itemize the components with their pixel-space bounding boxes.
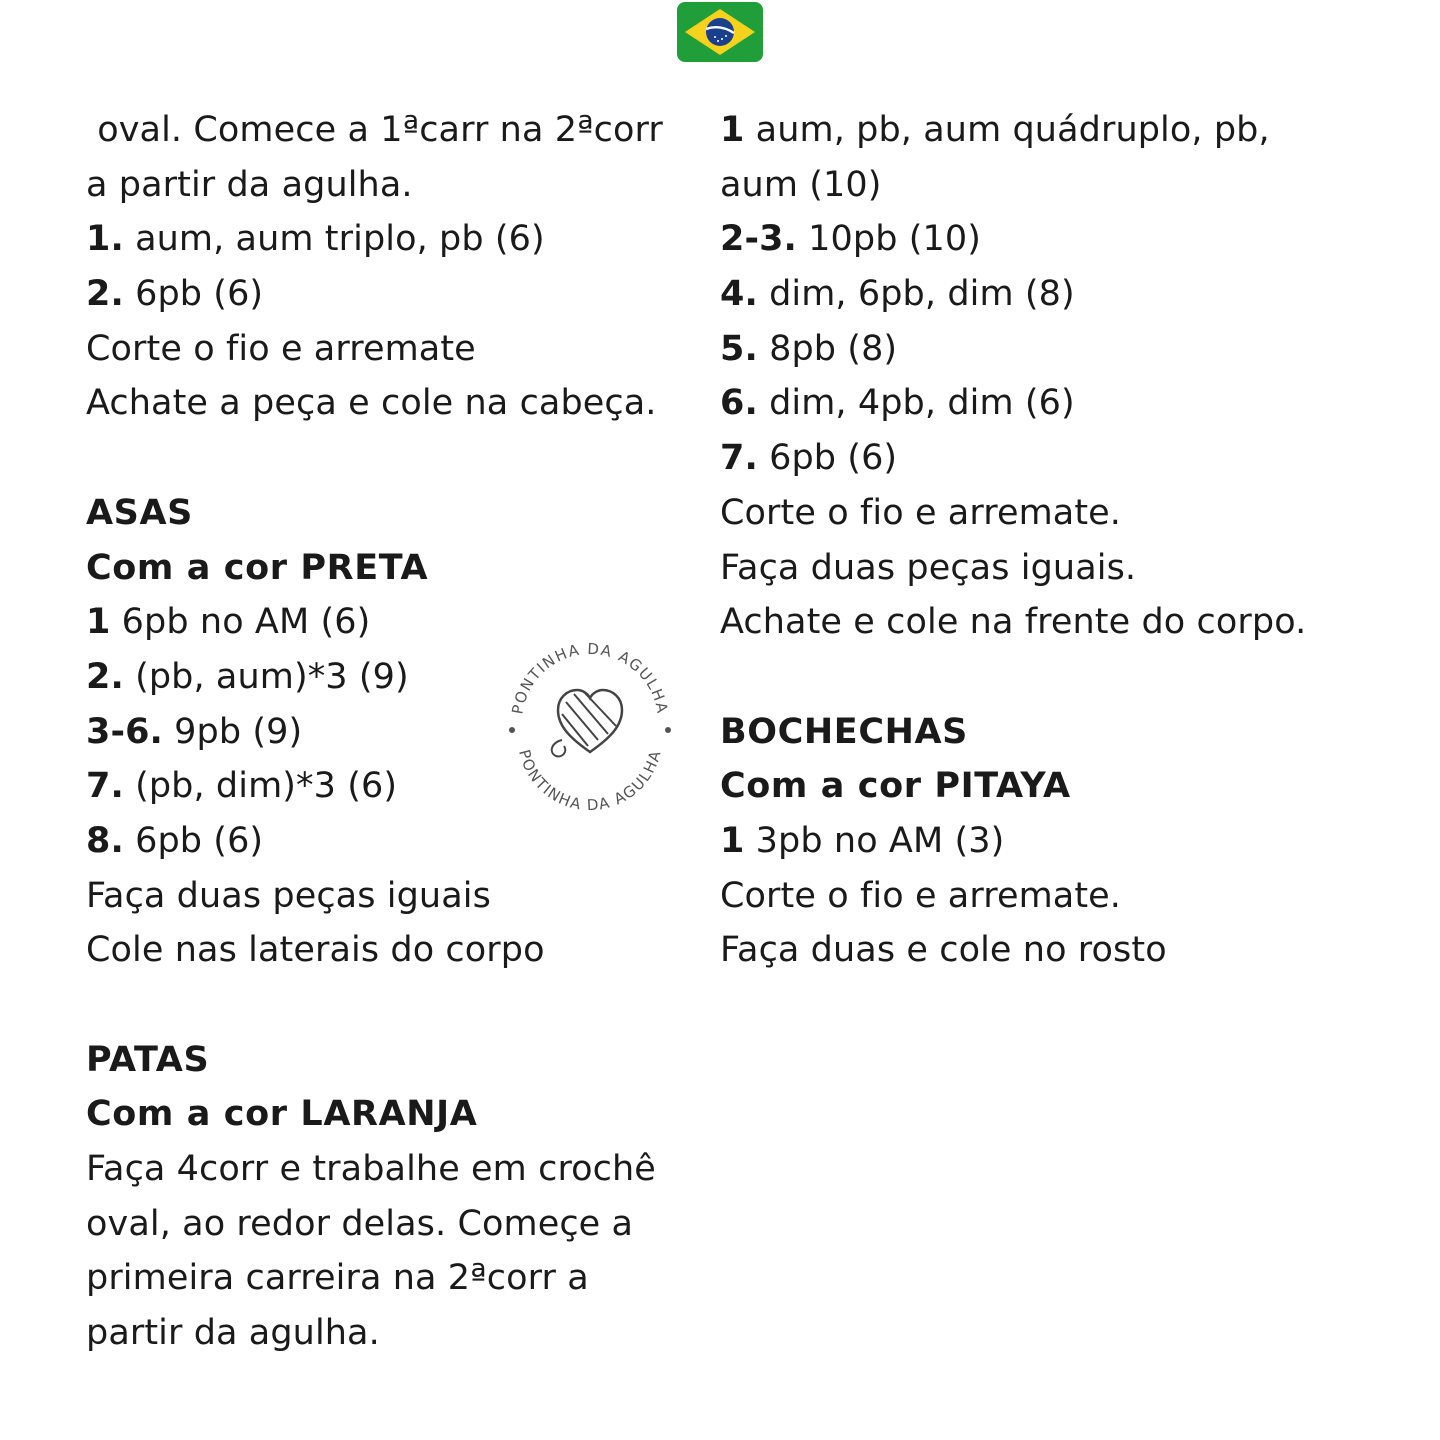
- row-text: aum, aum triplo, pb (6): [123, 219, 545, 260]
- intro-row-2: [86, 267, 686, 322]
- patas-line-2: oval, ao redor delas. Começe a: [86, 1203, 634, 1244]
- row-text: 6pb (6): [123, 820, 264, 861]
- row-number: 2.: [86, 656, 124, 697]
- row-number: 4.: [720, 274, 758, 315]
- right-column: [720, 103, 1420, 978]
- row-number: 7.: [720, 438, 758, 479]
- bochechas-title: BOCHECHAS: [720, 711, 968, 752]
- row-text: 8pb (8): [757, 328, 898, 369]
- asas-note-1: Faça duas peças iguais: [86, 875, 491, 916]
- patas-line-4: partir da agulha.: [86, 1313, 380, 1354]
- row-text: dim, 6pb, dim (8): [757, 274, 1075, 315]
- bochechas-note-2: Faça duas e cole no rosto: [720, 930, 1167, 971]
- row-text: 6pb no AM (6): [110, 602, 371, 643]
- row-number: 3-6.: [86, 711, 163, 752]
- row-number: 1.: [86, 219, 124, 260]
- bochechas-note-1: Corte o fio e arremate.: [720, 875, 1122, 916]
- row-text: 6pb (6): [123, 274, 264, 315]
- patas-note-1: Corte o fio e arremate.: [720, 492, 1122, 533]
- intro-row-1: [86, 212, 686, 267]
- row-number: 5.: [720, 328, 758, 369]
- bochechas-section: [720, 705, 1420, 978]
- row-text: 6pb (6): [757, 438, 898, 479]
- patas-row-3: [720, 267, 1420, 322]
- row-number: 2-3.: [720, 219, 797, 260]
- row-text: 9pb (9): [162, 711, 303, 752]
- intro-line-2: a partir da agulha.: [86, 164, 413, 205]
- patas-line-1: Faça 4corr e trabalhe em crochê: [86, 1149, 656, 1190]
- yarn-heart-icon: [552, 690, 622, 756]
- intro-note-2: Achate a peça e cole na cabeça.: [86, 383, 657, 424]
- patas-note-3: Achate e cole na frente do corpo.: [720, 602, 1307, 643]
- asas-row-5: [86, 814, 686, 869]
- row-text: aum, pb, aum quádruplo, pb,: [744, 110, 1270, 150]
- intro-note-1: Corte o fio e arremate: [86, 328, 476, 369]
- patas-section: [86, 1033, 686, 1361]
- row-text: 10pb (10): [796, 219, 982, 260]
- row-text: (pb, aum)*3 (9): [123, 656, 409, 697]
- bochechas-color: Com a cor PITAYA: [720, 766, 1071, 807]
- asas-title: ASAS: [86, 492, 193, 533]
- row-number: 6.: [720, 383, 758, 424]
- patas-note-2: Faça duas peças iguais.: [720, 547, 1137, 588]
- patas-title: PATAS: [86, 1039, 210, 1080]
- row-number: 1: [720, 820, 745, 861]
- brazil-flag-icon: [677, 2, 763, 62]
- patas-row-2: [720, 212, 1420, 267]
- row-text: (pb, dim)*3 (6): [123, 766, 398, 807]
- patas-color: Com a cor LARANJA: [86, 1094, 478, 1135]
- patas-row-4: [720, 322, 1420, 377]
- patas-row-6: [720, 431, 1420, 486]
- patas-continued-section: [720, 103, 1420, 650]
- watermark-top-text: PONTINHA DA AGULHA: [508, 639, 672, 716]
- asas-note-2: Cole nas laterais do corpo: [86, 930, 545, 971]
- row-number: 8.: [86, 820, 124, 861]
- intro-line-1: oval. Comece a 1ªcarr na 2ªcorr: [86, 110, 663, 150]
- patas-row-5: [720, 376, 1420, 431]
- patas-line-3: primeira carreira na 2ªcorr a: [86, 1258, 589, 1299]
- bochechas-row-1: [720, 814, 1420, 869]
- patas-row-1-wrap: aum (10): [720, 164, 882, 205]
- row-number: 1: [86, 602, 111, 643]
- row-number: 1: [720, 110, 745, 150]
- watermark-bottom-text: PONTINHA DA AGULHA: [515, 747, 665, 810]
- row-text: 3pb no AM (3): [744, 820, 1005, 861]
- intro-section: [86, 103, 686, 431]
- row-text: dim, 4pb, dim (6): [757, 383, 1075, 424]
- row-number: 2.: [86, 274, 124, 315]
- row-number: 7.: [86, 766, 124, 807]
- watermark-stamp: [500, 630, 680, 810]
- patas-row-1: [720, 103, 1420, 158]
- asas-color: Com a cor PRETA: [86, 547, 429, 588]
